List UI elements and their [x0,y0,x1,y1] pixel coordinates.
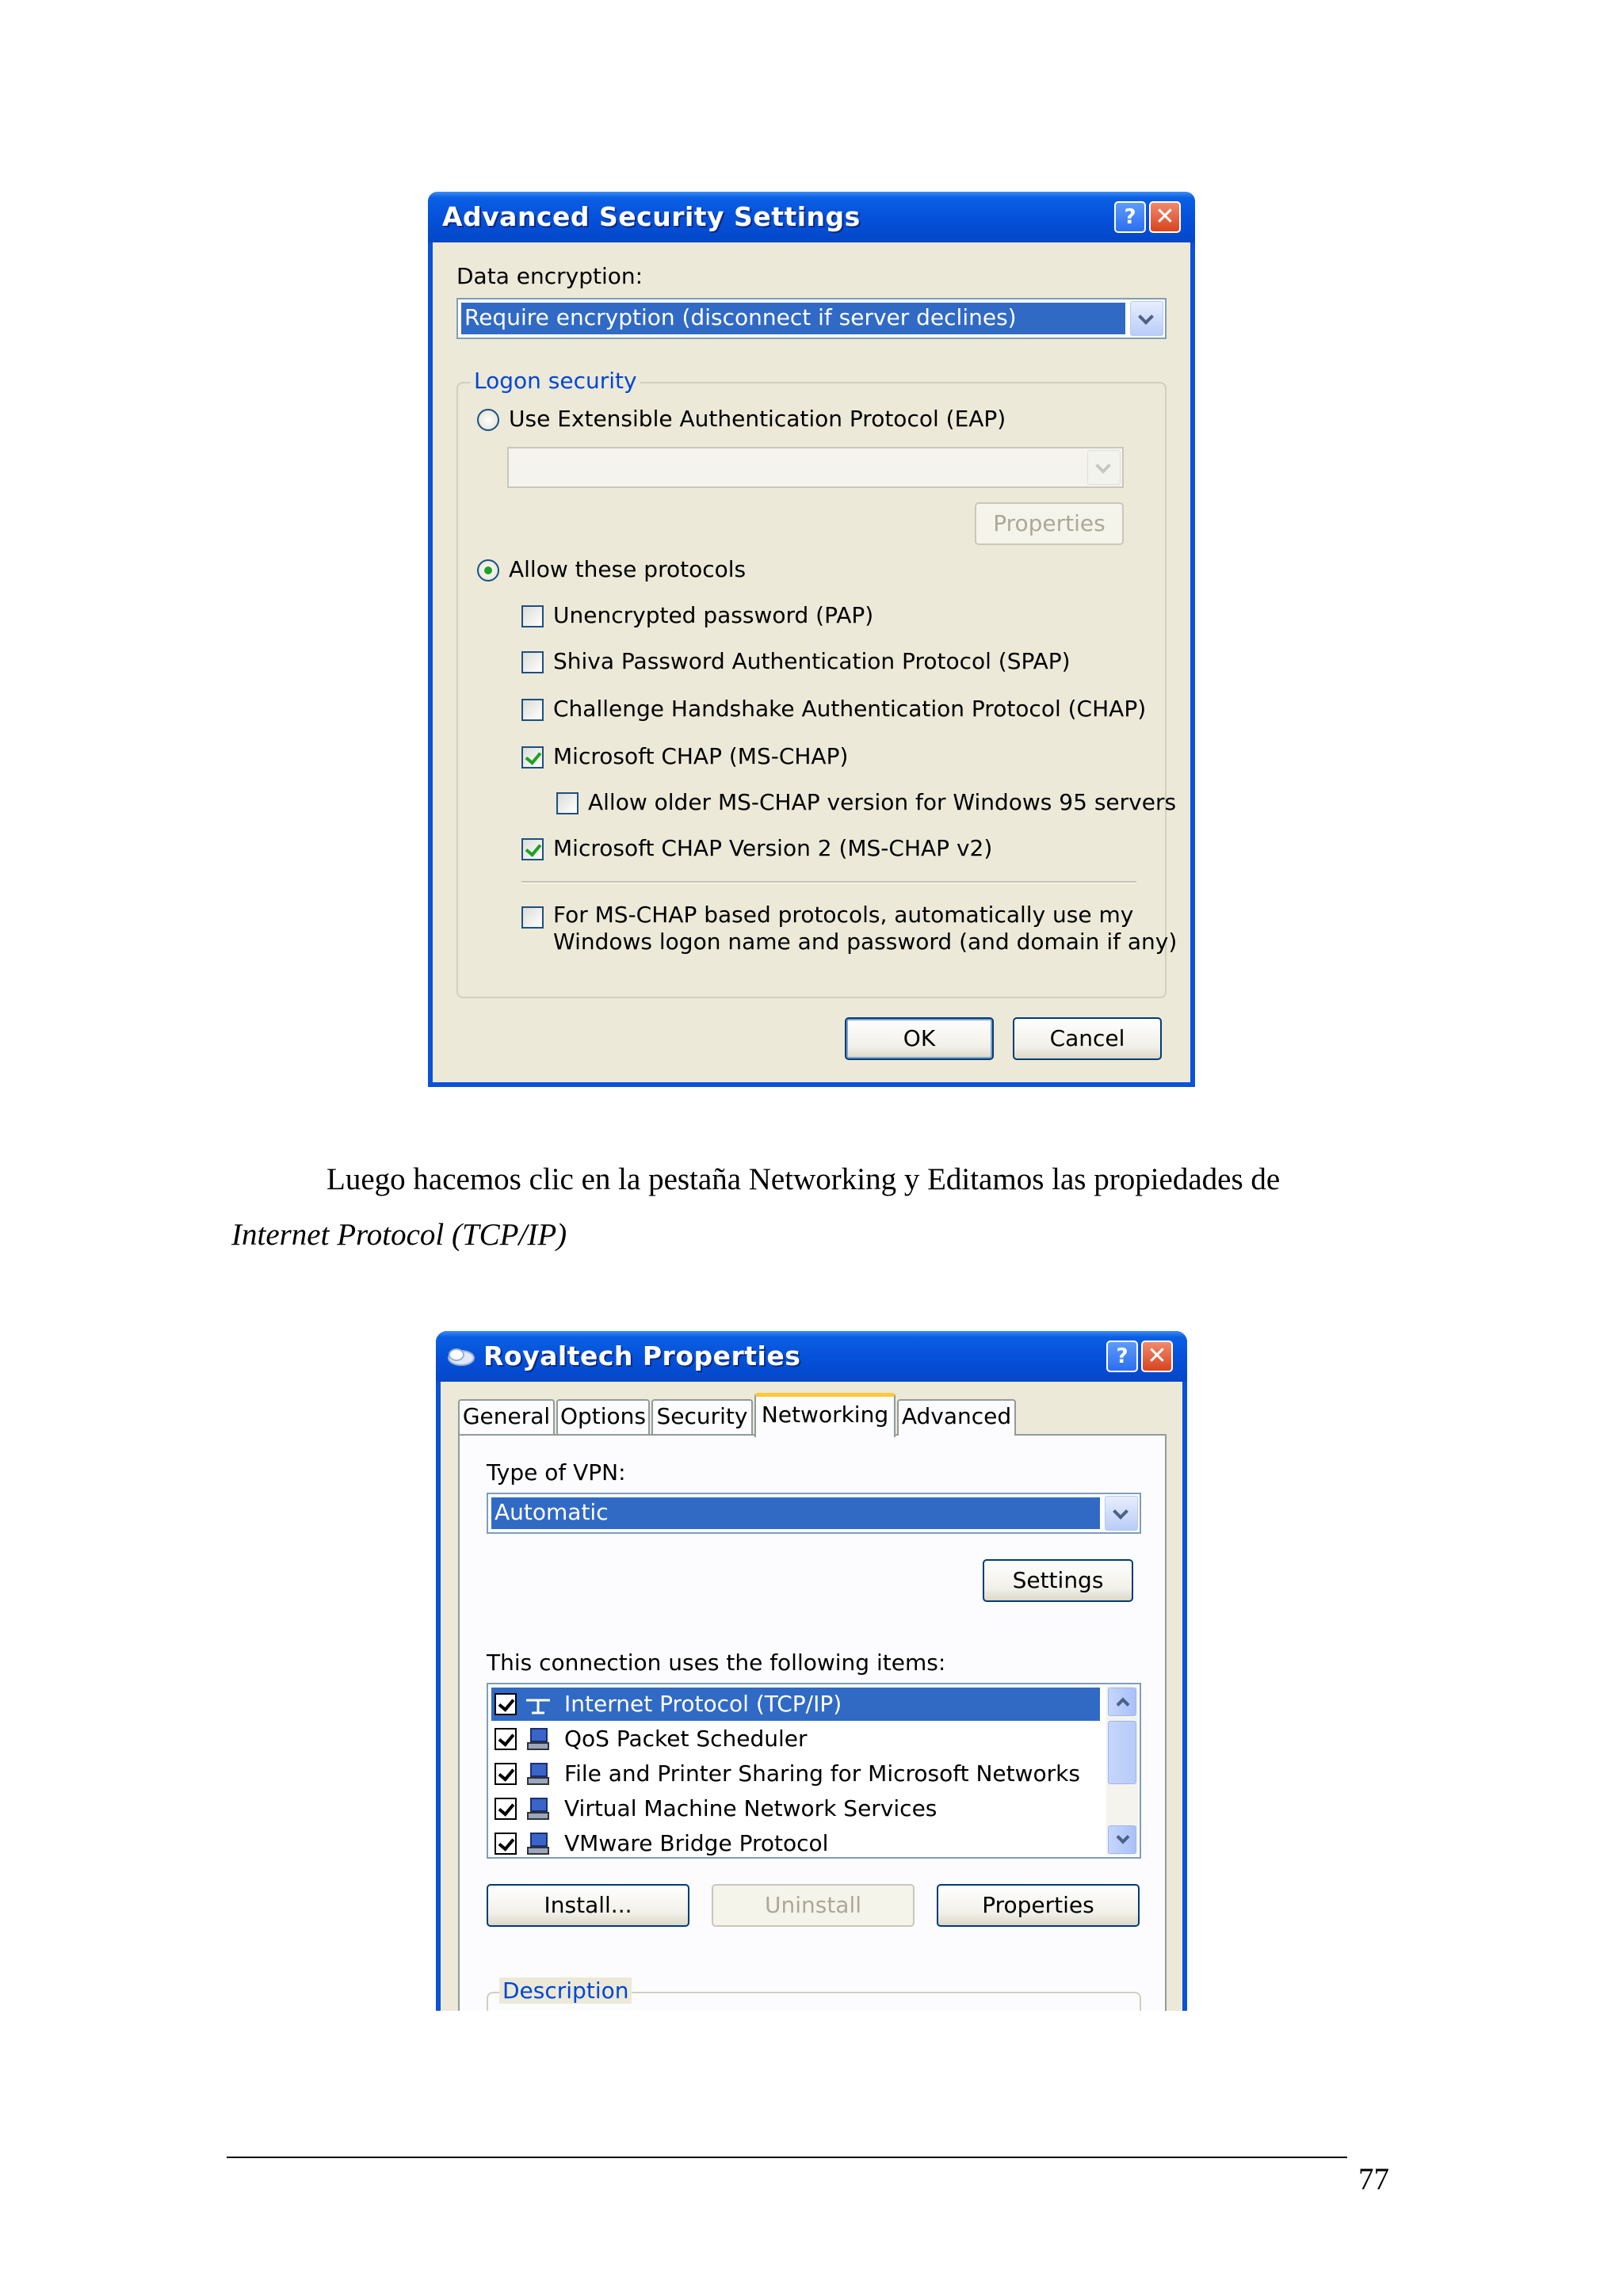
list-scrollbar[interactable] [1106,1686,1138,1855]
ms-chap-label: Microsoft CHAP (MS-CHAP) [553,743,849,769]
item-checkbox[interactable] [495,1833,517,1855]
network-service-icon [525,1797,552,1821]
ms-chap-v2-label: Microsoft CHAP Version 2 (MS-CHAP v2) [553,835,993,861]
dialog-client-area [441,1382,1182,2011]
chap-label: Challenge Handshake Authentication Protocol (CHAP) [553,696,1147,722]
settings-button[interactable]: Settings [983,1559,1133,1602]
allow-protocols-radio[interactable] [477,559,499,582]
list-item[interactable] [491,1792,1100,1825]
auto-logon-label-line2: Windows logon name and password (and domain if any) [553,929,1178,955]
item-label: Internet Protocol (TCP/IP) [564,1691,842,1717]
properties-button[interactable]: Properties [937,1884,1140,1927]
install-button[interactable]: Install... [487,1884,689,1927]
eap-type-select[interactable] [507,447,1124,488]
data-encryption-value: Require encryption (disconnect if server declines) [461,303,1125,334]
help-button[interactable]: ? [1106,1341,1138,1372]
connection-icon [445,1344,475,1369]
network-service-icon [525,1832,552,1855]
chevron-down-icon[interactable] [1087,450,1121,485]
auto-logon-label-line1: For MS-CHAP based protocols, automatically use my [553,902,1134,928]
item-checkbox[interactable] [495,1763,517,1785]
item-checkbox[interactable] [495,1693,517,1715]
network-protocol-icon [525,1692,552,1716]
ms-chap-checkbox[interactable] [521,746,544,769]
data-encryption-label: Data encryption: [456,263,643,289]
help-button[interactable]: ? [1114,201,1146,233]
vpn-type-value: Automatic [491,1497,1100,1529]
ms-chap-win95-checkbox[interactable] [556,792,579,814]
royaltech-properties-dialog [436,1331,1187,2011]
dialog-title: Royaltech Properties [483,1341,801,1371]
chevron-down-icon[interactable] [1105,1496,1138,1531]
scroll-down-icon[interactable] [1108,1825,1136,1854]
tab-advanced[interactable]: Advanced [897,1399,1016,1436]
paragraph-line-1: Luego hacemos clic en la pestaña Networking y Editamos las propiedades de [327,1162,1281,1196]
item-checkbox[interactable] [495,1798,517,1820]
tab-general[interactable]: General [458,1399,555,1436]
cancel-button[interactable]: Cancel [1013,1017,1162,1060]
dialog-titlebar[interactable] [428,192,1195,242]
eap-properties-button[interactable]: Properties [975,502,1124,545]
allow-protocols-label: Allow these protocols [509,556,747,582]
data-encryption-select[interactable] [456,298,1167,339]
eap-radio-label: Use Extensible Authentication Protocol (EAP) [509,406,1006,432]
pap-checkbox[interactable] [521,605,544,627]
connection-items-list[interactable] [487,1683,1141,1859]
logon-security-legend: Logon security [471,368,640,394]
item-checkbox[interactable] [495,1728,517,1750]
vpn-type-label: Type of VPN: [487,1459,626,1486]
paragraph-line-2: Internet Protocol (TCP/IP) [231,1218,567,1252]
protocols-separator [521,881,1136,883]
chap-checkbox[interactable] [521,699,544,721]
page-number: 77 [1358,2162,1389,2196]
list-item[interactable] [491,1827,1100,1859]
close-button[interactable]: ✕ [1141,1341,1173,1372]
list-item[interactable] [491,1757,1100,1791]
item-label: VMware Bridge Protocol [564,1830,829,1856]
advanced-security-settings-dialog [428,192,1195,1087]
tab-networking[interactable]: Networking [754,1393,896,1437]
network-service-icon [525,1727,552,1751]
vpn-type-select[interactable] [487,1493,1141,1534]
footer-rule [227,2157,1347,2158]
items-label: This connection uses the following items: [487,1650,946,1676]
ok-button[interactable]: OK [845,1017,994,1060]
list-item[interactable] [491,1722,1100,1756]
dialog-titlebar[interactable] [436,1331,1187,1382]
item-label: File and Printer Sharing for Microsoft Networks [564,1760,1080,1787]
ms-chap-win95-label: Allow older MS-CHAP version for Windows 95 servers [588,789,1177,815]
scroll-thumb[interactable] [1108,1721,1136,1784]
close-button[interactable]: ✕ [1149,201,1181,233]
uninstall-button[interactable]: Uninstall [712,1884,915,1927]
spap-label: Shiva Password Authentication Protocol (SPAP) [553,648,1071,674]
list-item[interactable] [491,1688,1100,1721]
spap-checkbox[interactable] [521,651,544,673]
auto-logon-checkbox[interactable] [521,906,544,929]
tab-options[interactable]: Options [556,1399,650,1436]
tab-security[interactable]: Security [651,1399,753,1436]
ms-chap-v2-checkbox[interactable] [521,838,544,860]
dialog-title: Advanced Security Settings [442,201,861,232]
pap-label: Unencrypted password (PAP) [553,602,874,628]
description-legend: Description [499,1978,632,2004]
chevron-down-icon[interactable] [1130,301,1163,336]
network-service-icon [525,1762,552,1786]
scroll-up-icon[interactable] [1108,1688,1136,1716]
item-label: QoS Packet Scheduler [564,1726,808,1752]
dialog-client-area [433,242,1190,1082]
item-label: Virtual Machine Network Services [564,1795,938,1821]
eap-radio[interactable] [477,409,499,431]
